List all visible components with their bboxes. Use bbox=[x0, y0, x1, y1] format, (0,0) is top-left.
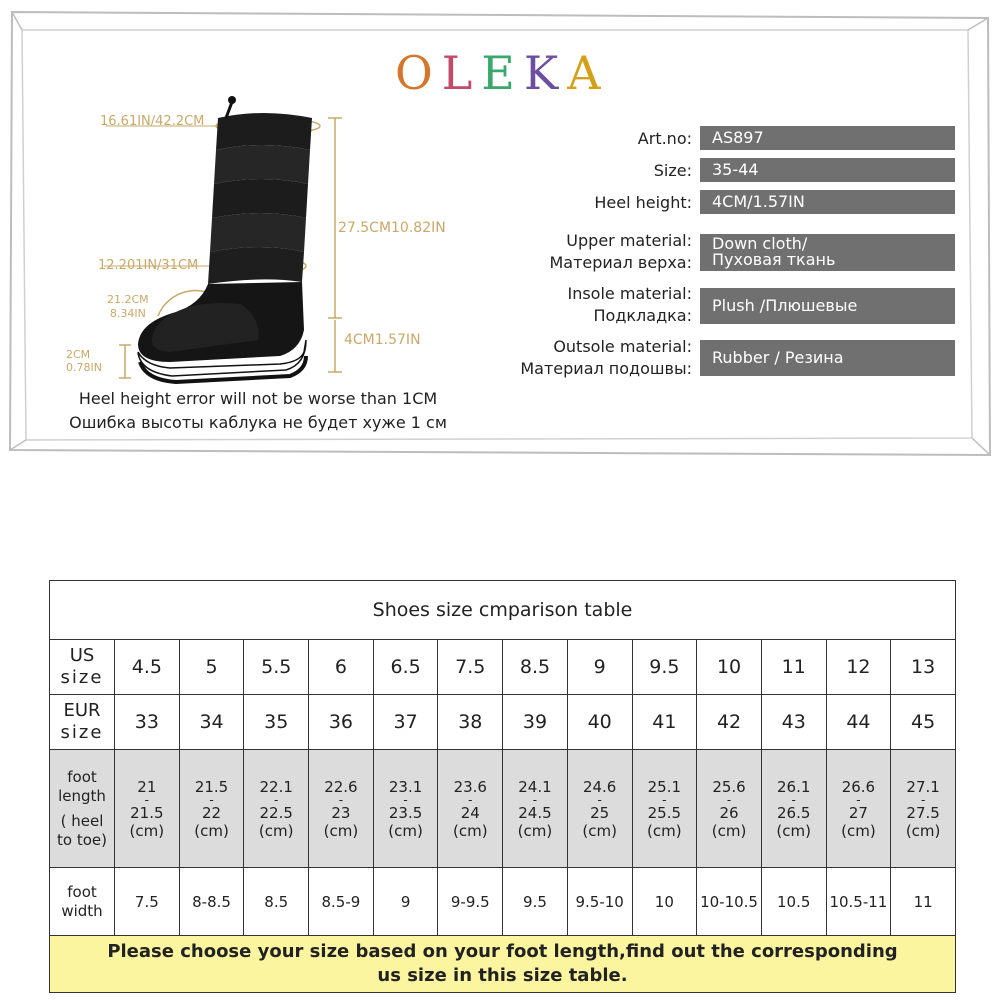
foot-length-to: 24.5 bbox=[518, 803, 552, 822]
header-line: length bbox=[58, 786, 106, 805]
logo-letter: O bbox=[395, 46, 442, 100]
eur-size-cell: 37 bbox=[373, 695, 438, 750]
foot-length-to: 25 bbox=[590, 803, 610, 822]
foot-length-from: 24.1 bbox=[518, 777, 552, 796]
foot-length-cell bbox=[179, 750, 244, 868]
spec-label: Outsole material: bbox=[553, 337, 692, 356]
eur-size-cell: 42 bbox=[697, 695, 762, 750]
table-title: Shoes size cmparison table bbox=[50, 581, 956, 640]
eur-size-cell: 40 bbox=[567, 695, 632, 750]
range-dash: - bbox=[920, 792, 926, 807]
foot-length-cell bbox=[761, 750, 826, 868]
range-dash: - bbox=[532, 792, 538, 807]
foot-width-cell: 10.5 bbox=[761, 868, 826, 936]
foot-length-from: 26.6 bbox=[841, 777, 876, 796]
table-row-foot-width bbox=[50, 868, 956, 936]
eur-size-cell: 41 bbox=[632, 695, 697, 750]
foot-length-unit: (cm) bbox=[323, 821, 359, 840]
foot-length-unit: (cm) bbox=[258, 821, 294, 840]
eur-size-header bbox=[50, 695, 115, 750]
foot-width-cell: 9 bbox=[373, 868, 438, 936]
range-dash: - bbox=[662, 792, 667, 807]
spec-label-ru: Материал верха: bbox=[549, 253, 692, 272]
range-dash: - bbox=[726, 792, 732, 807]
us-size-cell: 12 bbox=[826, 640, 891, 695]
shaft-height-label: 27.5CM10.82IN bbox=[338, 220, 446, 236]
foot-width-cell: 10 bbox=[632, 868, 697, 936]
us-size-cell: 11 bbox=[761, 640, 826, 695]
range-dash: - bbox=[597, 792, 602, 807]
foot-width-cell: 10-10.5 bbox=[697, 868, 762, 936]
us-size-cell: 6.5 bbox=[373, 640, 438, 695]
foot-length-to: 23.5 bbox=[388, 803, 423, 822]
foot-length-to: 21.5 bbox=[130, 803, 164, 822]
foot-length-to: 26 bbox=[719, 803, 739, 822]
eur-size-cell: 44 bbox=[826, 695, 891, 750]
logo-letter: E bbox=[481, 46, 524, 100]
foot-length-cell bbox=[891, 750, 956, 868]
eur-size-cell: 38 bbox=[438, 695, 503, 750]
eur-size-cell: 39 bbox=[503, 695, 568, 750]
foot-width-cell: 8.5-9 bbox=[309, 868, 374, 936]
eur-size-cell: 45 bbox=[891, 695, 956, 750]
spec-label: Upper material: bbox=[566, 231, 692, 250]
spec-value: 4CM/1.57IN bbox=[700, 190, 955, 214]
range-dash: - bbox=[338, 792, 344, 807]
table-row-note bbox=[50, 936, 956, 993]
sole-in: 0.78IN bbox=[66, 361, 102, 374]
range-dash: - bbox=[144, 792, 150, 807]
heel-error-note-en: Heel height error will not be worse than 1CM bbox=[78, 389, 438, 408]
foot-length-cell bbox=[503, 750, 568, 868]
foot-length-unit: (cm) bbox=[582, 821, 617, 840]
note-line: Please choose your size based on your foot length,find out the corresponding bbox=[107, 941, 898, 962]
table-row-foot-length bbox=[50, 750, 956, 868]
us-size-cell: 13 bbox=[891, 640, 956, 695]
foot-length-unit: (cm) bbox=[129, 821, 165, 840]
note-line: us size in this size table. bbox=[377, 965, 628, 986]
spec-value: 35-44 bbox=[700, 158, 955, 182]
foot-length-from: 26.1 bbox=[777, 777, 811, 796]
spec-label: Insole material: bbox=[567, 284, 692, 303]
size-advice-note bbox=[50, 936, 956, 993]
instep-circumference-label bbox=[107, 293, 149, 321]
foot-length-to: 23 bbox=[331, 803, 351, 822]
header-line: US bbox=[69, 645, 95, 666]
foot-length-unit: (cm) bbox=[711, 821, 747, 840]
foot-width-cell: 9.5-10 bbox=[567, 868, 632, 936]
foot-length-from: 21 bbox=[137, 777, 157, 796]
us-size-header bbox=[50, 640, 115, 695]
spec-value-line: Down cloth/ bbox=[712, 234, 808, 253]
foot-length-from: 23.1 bbox=[388, 777, 423, 796]
foot-length-unit: (cm) bbox=[517, 821, 553, 840]
foot-width-cell: 10.5-11 bbox=[826, 868, 891, 936]
us-size-cell: 5.5 bbox=[244, 640, 309, 695]
spec-value-line: Пуховая ткань bbox=[712, 250, 836, 269]
spec-value: Plush /Плюшевые bbox=[700, 288, 955, 324]
header-line: EUR bbox=[63, 700, 101, 721]
us-size-cell: 6 bbox=[309, 640, 374, 695]
us-size-cell: 9.5 bbox=[632, 640, 697, 695]
logo-letter: K bbox=[523, 46, 568, 100]
eur-size-cell: 34 bbox=[179, 695, 244, 750]
foot-length-cell bbox=[567, 750, 632, 868]
header-line: foot bbox=[67, 882, 97, 901]
header-line: size bbox=[60, 667, 104, 688]
spec-label-ru: Материал подошвы: bbox=[520, 359, 692, 378]
foot-length-cell bbox=[632, 750, 697, 868]
foot-length-to: 24 bbox=[460, 803, 480, 822]
heel-height-label: 4CM1.57IN bbox=[344, 332, 421, 348]
foot-length-unit: (cm) bbox=[647, 821, 682, 840]
header-line: to toe) bbox=[57, 830, 107, 849]
foot-width-cell: 9.5 bbox=[503, 868, 568, 936]
range-dash: - bbox=[856, 792, 861, 807]
range-dash: - bbox=[403, 792, 408, 807]
foot-length-from: 24.6 bbox=[582, 777, 617, 796]
foot-length-cell bbox=[244, 750, 309, 868]
logo-letter: L bbox=[441, 46, 482, 100]
spec-value bbox=[700, 234, 955, 271]
table-row-us bbox=[50, 640, 956, 695]
sole-cm: 2CM bbox=[66, 348, 91, 361]
foot-length-unit: (cm) bbox=[776, 821, 811, 840]
spec-value: Rubber / Резина bbox=[700, 340, 955, 376]
foot-width-header bbox=[50, 868, 115, 936]
foot-length-unit: (cm) bbox=[841, 821, 876, 840]
foot-length-unit: (cm) bbox=[388, 821, 423, 840]
foot-length-from: 21.5 bbox=[194, 777, 229, 796]
foot-length-header bbox=[50, 750, 115, 868]
foot-width-cell: 8.5 bbox=[244, 868, 309, 936]
foot-length-cell bbox=[826, 750, 891, 868]
us-size-cell: 10 bbox=[697, 640, 762, 695]
range-dash: - bbox=[274, 792, 279, 807]
range-dash: - bbox=[468, 792, 473, 807]
foot-width-cell: 9-9.5 bbox=[438, 868, 503, 936]
foot-length-from: 25.6 bbox=[712, 777, 746, 796]
spec-value: AS897 bbox=[700, 126, 955, 150]
foot-length-from: 23.6 bbox=[453, 777, 487, 796]
logo-letter: A bbox=[567, 46, 610, 100]
foot-length-unit: (cm) bbox=[194, 821, 229, 840]
header-line: foot bbox=[67, 767, 97, 786]
us-size-cell: 7.5 bbox=[438, 640, 503, 695]
instep-cm: 21.2CM bbox=[107, 293, 149, 306]
foot-width-cell: 8-8.5 bbox=[179, 868, 244, 936]
range-dash: - bbox=[791, 792, 796, 807]
eur-size-cell: 43 bbox=[761, 695, 826, 750]
size-comparison-table bbox=[49, 580, 956, 992]
header-line: width bbox=[61, 901, 103, 920]
foot-length-cell bbox=[309, 750, 374, 868]
product-card bbox=[0, 0, 1000, 470]
foot-length-to: 22 bbox=[201, 803, 222, 822]
heel-error-note-ru: Ошибка высоты каблука не будет хуже 1 см bbox=[69, 413, 447, 432]
foot-length-from: 27.1 bbox=[906, 777, 940, 796]
range-dash: - bbox=[209, 792, 214, 807]
spec-label: Size: bbox=[653, 161, 692, 180]
spec-label: Heel height: bbox=[594, 193, 692, 212]
us-size-cell: 5 bbox=[179, 640, 244, 695]
foot-length-cell bbox=[697, 750, 762, 868]
header-line: size bbox=[60, 722, 104, 743]
foot-length-from: 22.6 bbox=[324, 777, 358, 796]
foot-length-to: 25.5 bbox=[647, 803, 682, 822]
instep-in: 8.34IN bbox=[109, 307, 146, 320]
header-line: ( heel bbox=[60, 811, 104, 830]
eur-size-cell: 33 bbox=[115, 695, 180, 750]
foot-length-unit: (cm) bbox=[905, 821, 941, 840]
table-row-eur bbox=[50, 695, 956, 750]
calf-circumference-label: 12.201IN/31CM bbox=[98, 258, 199, 273]
eur-size-cell: 36 bbox=[309, 695, 374, 750]
foot-length-from: 25.1 bbox=[647, 777, 682, 796]
foot-length-to: 27 bbox=[848, 803, 868, 822]
us-size-cell: 8.5 bbox=[503, 640, 568, 695]
foot-length-from: 22.1 bbox=[259, 777, 293, 796]
foot-length-cell bbox=[373, 750, 438, 868]
top-circumference-label: 16.61IN/42.2CM bbox=[100, 114, 205, 129]
spec-label-ru: Подкладка: bbox=[593, 306, 692, 325]
foot-length-to: 27.5 bbox=[906, 803, 940, 822]
foot-length-cell bbox=[115, 750, 180, 868]
foot-width-cell: 7.5 bbox=[115, 868, 180, 936]
sole-thickness-label bbox=[66, 348, 102, 374]
foot-length-unit: (cm) bbox=[452, 821, 488, 840]
us-size-cell: 4.5 bbox=[115, 640, 180, 695]
foot-length-to: 22.5 bbox=[259, 803, 293, 822]
us-size-cell: 9 bbox=[567, 640, 632, 695]
spec-label: Art.no: bbox=[637, 129, 692, 148]
foot-length-cell bbox=[438, 750, 503, 868]
eur-size-cell: 35 bbox=[244, 695, 309, 750]
foot-width-cell: 11 bbox=[891, 868, 956, 936]
foot-length-to: 26.5 bbox=[777, 803, 811, 822]
